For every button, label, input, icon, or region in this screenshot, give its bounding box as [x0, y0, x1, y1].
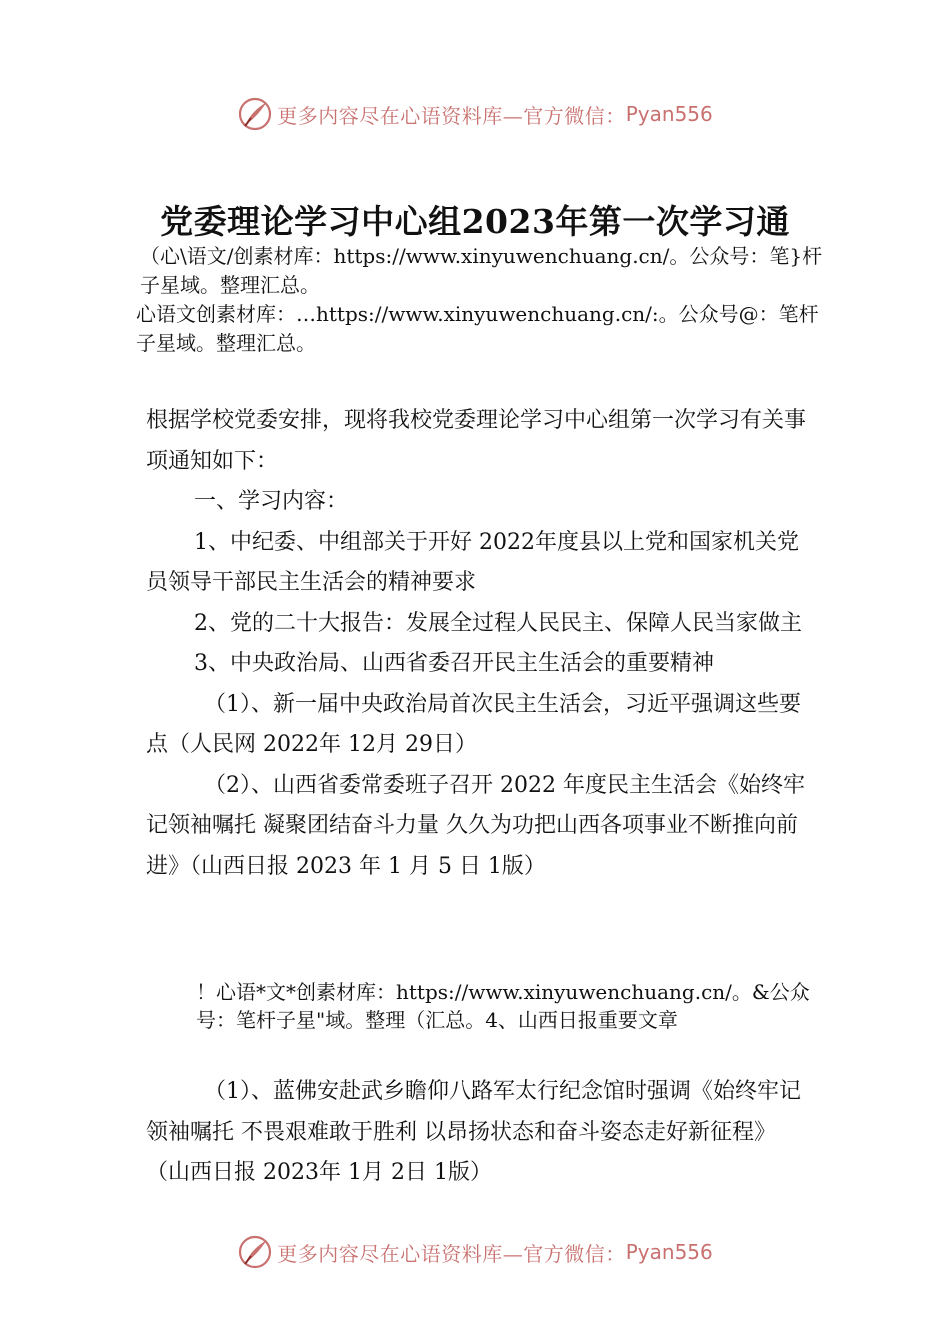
source-note-1: （心\语文/创素材库：https://www.xinyuwenchuang.cn/。公众号：笔}杆子星域。整理汇总。	[140, 244, 823, 297]
list-item: 1、中纪委、中组部关于开好 2022年度县以上党和国家机关党员领导干部民主生活会的精神要求	[146, 529, 799, 595]
list-subitem: （2）、山西省委常委班子召开 2022 年度民主生活会《始终牢记领袖嘱托 凝聚团结奋斗力量 久久为功把山西各项事业不断推向前进》（山西日报 2023 年 1 月 5 日 1版）	[146, 772, 805, 879]
list-item: 3、中央政治局、山西省委召开民主生活会的重要精神	[194, 651, 714, 676]
list-item: 2、党的二十大报告：发展全过程人民民主、保障人民当家做主	[194, 610, 802, 636]
banner-text: 更多内容尽在心语资料库—官方微信：	[277, 103, 626, 128]
document-body-continued	[146, 1072, 806, 1194]
page-title: 党委理论学习中心组2023年第一次学习通	[160, 202, 790, 241]
inline-source-note: ！心语*文*创素材库：https://www.xinyuwenchuang.cn/。&公众号：笔杆子星"域。整理（汇总。4、山西日报重要文章	[196, 980, 810, 1032]
section-heading: 一、学习内容：	[194, 489, 349, 514]
quill-logo-icon	[237, 96, 273, 132]
list-subitem: （1）、蓝佛安赴武乡瞻仰八路军太行纪念馆时强调《始终牢记领袖嘱托 不畏艰难敢于胜利 以昂扬状态和奋斗姿态走好新征程》（山西日报 2023年 1月 2日 1版）	[146, 1079, 801, 1185]
banner-wechat-id: Pyan556	[625, 1240, 713, 1264]
banner-text: 更多内容尽在心语资料库—官方微信：	[277, 1241, 626, 1266]
banner-wechat-id: Pyan556	[625, 102, 713, 126]
intro-paragraph: 根据学校党委安排，现将我校党委理论学习中心组第一次学习有关事项通知如下：	[146, 408, 807, 474]
footer-banner	[0, 1232, 950, 1272]
header-banner	[0, 94, 950, 134]
list-subitem: （1）、新一届中央政治局首次民主生活会，习近平强调这些要点（人民网 2022年 12月 29日）	[146, 691, 801, 757]
source-note-2: 心语文创素材库：…https://www.xinyuwenchuang.cn/:。公众号@：笔杆子星域。整理汇总。	[136, 302, 819, 355]
document-body	[146, 401, 806, 887]
quill-logo-icon	[237, 1234, 273, 1270]
